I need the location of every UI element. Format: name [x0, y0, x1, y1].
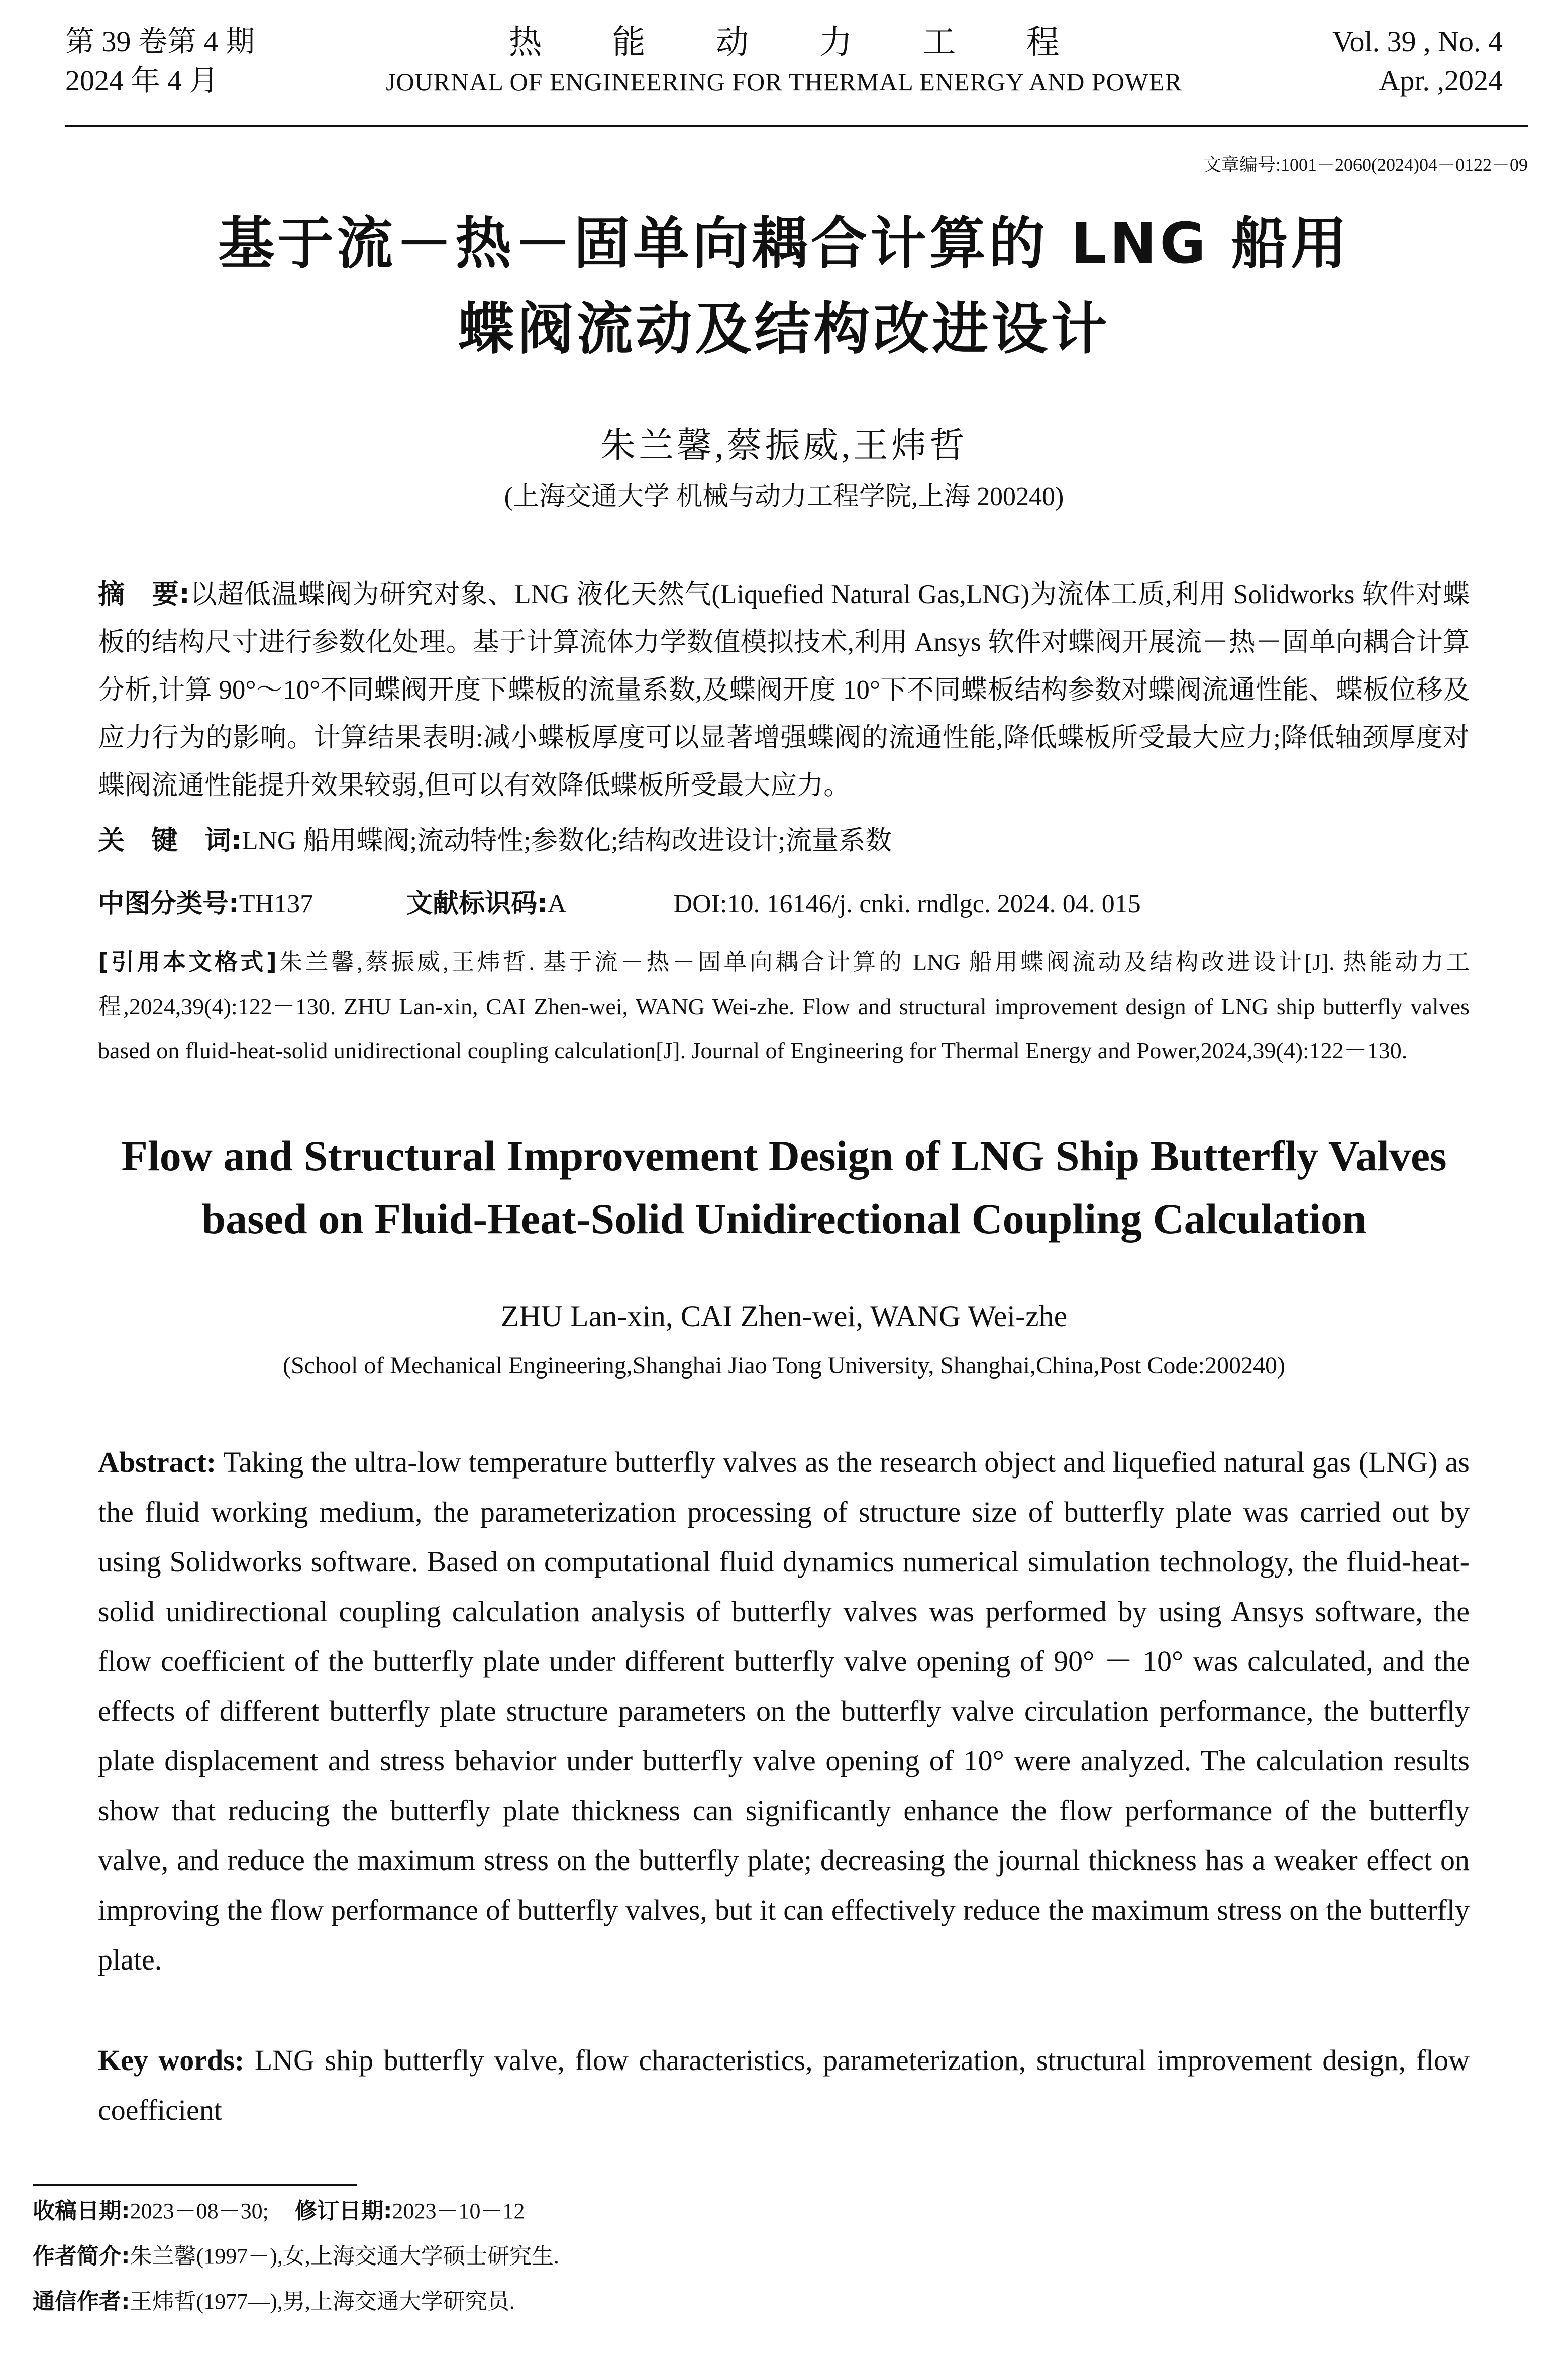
- citation-text: 朱兰馨,蔡振威,王炜哲. 基于流－热－固单向耦合计算的 LNG 船用蝶阀流动及结构改进设计[J]. 热能动力工程,2024,39(4):122－130. ZHU Lan-xin, CAI Zhen-wei, WANG Wei-zhe. Flow and structural improvement design of LNG ship butterfly valves based on fluid-heat-solid unidirectional coupling calculation[J]. Journal of Engineering for Thermal Energy and Power,2024,39(4):122－130.: [98, 949, 1470, 1063]
- abstract-cn: [98, 570, 1470, 810]
- authors-cn: 朱兰馨,蔡振威,王炜哲: [600, 427, 968, 465]
- issue-cn: 第 39 卷第 4 期: [65, 25, 255, 58]
- revised-value: 2023－10－12: [392, 2199, 525, 2223]
- received-label: 收稿日期:: [33, 2198, 130, 2224]
- date-en: Apr. ,2024: [1379, 64, 1503, 97]
- corresponding-value: 王炜哲(1977—),男,上海交通大学研究员.: [130, 2289, 515, 2314]
- footnote-corresponding: [33, 2287, 515, 2317]
- received-value: 2023－08－30;: [130, 2199, 269, 2223]
- header-volume-en: [1332, 22, 1503, 101]
- citation-label: [引用本文格式]: [98, 948, 277, 975]
- article-number: 文章编号:1001－2060(2024)04－0122－09: [1203, 155, 1528, 175]
- journal-name-en: JOURNAL OF ENGINEERING FOR THERMAL ENERGY AND POWER: [386, 68, 1182, 96]
- keywords-en: [98, 2035, 1470, 2135]
- doi: DOI:10. 16146/j. cnki. rndlgc. 2024. 04. 015: [673, 890, 1141, 918]
- journal-name-cn: 热能动力工程: [508, 24, 1130, 61]
- keywords-cn-text: LNG 船用蝶阀;流动特性;参数化;结构改进设计;流量系数: [242, 826, 892, 855]
- abstract-cn-text: 以超低温蝶阀为研究对象、LNG 液化天然气(Liquefied Natural Gas,LNG)为流体工质,利用 Solidworks 软件对蝶板的结构尺寸进行参数化处理。基于计算流体力学数值模拟技术,利用 Ansys 软件对蝶阀开展流－热－固单向耦合计算分析,计算 90°～10°不同蝶阀开度下蝶板的流量系数,及蝶阀开度 10°下不同蝶板结构参数对蝶阀流通性能、蝶板位移及应力行为的影响。计算结果表明:减小蝶板厚度可以显著增强蝶阀的流通性能,降低蝶板所受最大应力;降低轴颈厚度对蝶阀流通性能提升效果较弱,但可以有效降低蝶板所受最大应力。: [98, 580, 1470, 800]
- abstract-en-text: Taking the ultra-low temperature butterfly valves as the research object and liquefied natural gas (LNG) as the fluid working medium, the parameterization processing of structure size of butterfly plate was carried out by using Solidworks software. Based on computational fluid dynamics numerical simulation technology, the fluid-heat-solid unidirectional coupling calculation analysis of butterfly valves was performed by using Ansys software, the flow coefficient of the butterfly plate under different butterfly valve opening of 90° － 10° was calculated, and the effects of different butterfly plate structure parameters on the butterfly valve circulation performance, the butterfly plate displacement and stress behavior under butterfly valve opening of 10° were analyzed. The calculation results show that reducing the butterfly plate thickness can significantly enhance the flow performance of the butterfly valve, and reduce the maximum stress on the butterfly plate; decreasing the journal thickness has a weaker effect on improving the flow performance of butterfly valves, but it can effectively reduce the maximum stress on the butterfly plate.: [98, 1446, 1470, 1976]
- keywords-en-label: Key words:: [98, 2044, 245, 2077]
- author-bio-label: 作者简介:: [33, 2243, 130, 2269]
- classification-line: [98, 882, 1141, 920]
- citation: [98, 940, 1470, 1073]
- title-en-line1: Flow and Structural Improvement Design of LNG Ship Butterfly Valves: [121, 1132, 1447, 1180]
- abstract-cn-label: 摘 要:: [98, 579, 190, 610]
- doc-code-label: 文献标识码:: [406, 889, 548, 919]
- keywords-cn: [98, 817, 1470, 865]
- volume-en: Vol. 39 , No. 4: [1332, 25, 1503, 58]
- authors-en: ZHU Lan-xin, CAI Zhen-wei, WANG Wei-zhe: [500, 1300, 1068, 1333]
- affiliation-en: (School of Mechanical Engineering,Shanghai Jiao Tong University, Shanghai,China,Post Code:200240): [283, 1352, 1285, 1379]
- author-bio-value: 朱兰馨(1997－),女,上海交通大学硕士研究生.: [130, 2244, 559, 2269]
- doc-code-value: A: [547, 890, 565, 918]
- corresponding-label: 通信作者:: [33, 2289, 130, 2314]
- clc-label: 中图分类号:: [98, 889, 239, 919]
- abstract-en-label: Abstract:: [98, 1446, 217, 1479]
- title-cn-line2: 蝶阀流动及结构改进设计: [458, 297, 1110, 362]
- keywords-cn-label: 关 键 词:: [98, 825, 242, 856]
- abstract-en: [98, 1437, 1470, 1985]
- footnote-rule: [33, 2184, 357, 2186]
- header-rule: [65, 125, 1528, 127]
- date-cn: 2024 年 4 月: [65, 64, 219, 97]
- revised-label: 修订日期:: [294, 2198, 392, 2224]
- footnote-dates: [33, 2196, 525, 2226]
- keywords-en-text: LNG ship butterfly valve, flow characteristics, parameterization, structural improvement design, flow coefficient: [98, 2044, 1470, 2126]
- affiliation-cn: (上海交通大学 机械与动力工程学院,上海 200240): [504, 482, 1064, 511]
- title-cn-line1: 基于流－热－固单向耦合计算的 LNG 船用: [218, 211, 1350, 276]
- footnote-author: [33, 2241, 559, 2272]
- title-en-line2: based on Fluid-Heat-Solid Unidirectional Coupling Calculation: [201, 1195, 1367, 1243]
- clc-value: TH137: [239, 890, 313, 918]
